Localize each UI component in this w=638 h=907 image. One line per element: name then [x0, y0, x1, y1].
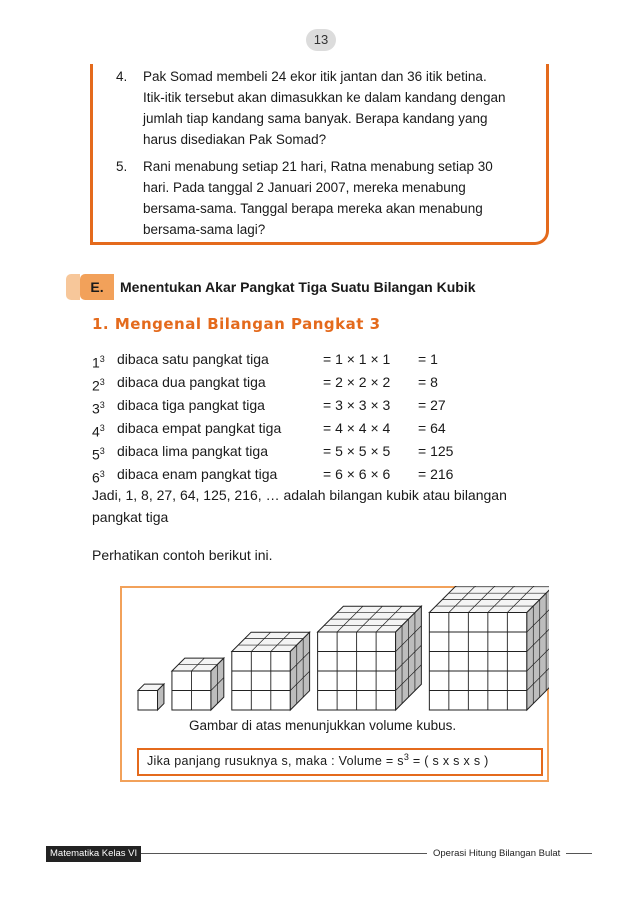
power-expansion: = 6 × 6 × 6	[323, 466, 391, 482]
conclusion-paragraph	[92, 484, 562, 528]
section-letter: E.	[90, 279, 104, 295]
page-number: 13	[306, 29, 336, 51]
power-reading: dibaca dua pangkat tiga	[117, 374, 266, 390]
cube-2	[172, 658, 224, 710]
cube-1	[138, 684, 164, 710]
power-base: 4	[92, 423, 100, 440]
cube-5	[429, 586, 549, 710]
section-title: Menentukan Akar Pangkat Tiga Suatu Bilangan Kubik	[120, 279, 476, 295]
volume-formula	[147, 752, 489, 768]
formula-suffix: = ( s x s x s )	[409, 754, 489, 769]
problem-5-line: hari. Pada tanggal 2 Januari 2007, mereka menabung	[143, 180, 466, 195]
power-expansion: = 3 × 3 × 3	[323, 397, 391, 413]
problem-4-line: Pak Somad membeli 24 ekor itik jantan dan 36 itik betina.	[143, 69, 487, 84]
conclusion-line: Jadi, 1, 8, 27, 64, 125, 216, … adalah bilangan kubik atau bilangan	[92, 487, 507, 503]
problem-5	[143, 156, 535, 240]
power-reading: dibaca empat pangkat tiga	[117, 420, 282, 436]
power-notation	[92, 440, 105, 462]
power-result: = 27	[418, 397, 446, 413]
power-base: 2	[92, 377, 100, 394]
cube-3	[232, 632, 310, 710]
power-result: = 216	[418, 466, 454, 482]
power-result: = 1	[418, 351, 438, 367]
subsection-title: 1. Mengenal Bilangan Pangkat 3	[92, 315, 381, 333]
example-intro: Perhatikan contoh berikut ini.	[92, 547, 273, 563]
problem-5-line: Rani menabung setiap 21 hari, Ratna menabung setiap 30	[143, 159, 493, 174]
section-badge-bar	[66, 274, 80, 300]
power-exponent: 3	[99, 469, 105, 479]
power-expansion: = 1 × 1 × 1	[323, 351, 391, 367]
power-base: 3	[92, 400, 100, 417]
problem-5-line: bersama-sama lagi?	[143, 222, 266, 237]
power-notation	[92, 417, 105, 439]
power-exponent: 3	[99, 400, 105, 410]
power-expansion: = 2 × 2 × 2	[323, 374, 391, 390]
power-exponent: 3	[99, 377, 105, 387]
power-reading: dibaca lima pangkat tiga	[117, 443, 268, 459]
power-result: = 64	[418, 420, 446, 436]
power-reading: dibaca enam pangkat tiga	[117, 466, 278, 482]
power-base: 1	[92, 354, 100, 371]
problem-number-4: 4.	[116, 69, 128, 84]
power-result: = 125	[418, 443, 454, 459]
power-expansion: = 4 × 4 × 4	[323, 420, 391, 436]
power-exponent: 3	[99, 446, 105, 456]
power-base: 5	[92, 446, 100, 463]
power-exponent: 3	[99, 423, 105, 433]
conclusion-line: pangkat tiga	[92, 509, 169, 525]
problems-box-edge	[90, 64, 93, 245]
power-base: 6	[92, 469, 100, 486]
formula-prefix: Jika panjang rusuknya s, maka : Volume = s	[147, 754, 404, 769]
power-notation	[92, 348, 105, 370]
section-badge	[80, 274, 114, 300]
power-reading: dibaca tiga pangkat tiga	[117, 397, 265, 413]
problem-number-5: 5.	[116, 159, 128, 174]
power-notation	[92, 371, 105, 393]
power-exponent: 3	[99, 354, 105, 364]
problem-4	[143, 66, 535, 150]
power-notation	[92, 463, 105, 485]
cube-4	[318, 606, 422, 710]
problem-5-line: bersama-sama. Tanggal berapa mereka akan menabung	[143, 201, 483, 216]
power-notation	[92, 394, 105, 416]
power-expansion: = 5 × 5 × 5	[323, 443, 391, 459]
power-result: = 8	[418, 374, 438, 390]
footer-book-title: Matematika Kelas VI	[46, 846, 141, 862]
power-reading: dibaca satu pangkat tiga	[117, 351, 269, 367]
cube-figure	[120, 586, 549, 721]
footer-chapter-title: Operasi Hitung Bilangan Bulat	[427, 846, 566, 862]
figure-caption: Gambar di atas menunjukkan volume kubus.	[189, 718, 457, 733]
problem-4-line: Itik-itik tersebut akan dimasukkan ke dalam kandang dengan	[143, 90, 506, 105]
problem-4-line: harus disediakan Pak Somad?	[143, 132, 327, 147]
formula-exponent: 3	[403, 752, 410, 762]
problem-4-line: jumlah tiap kandang sama banyak. Berapa kandang yang	[143, 111, 488, 126]
